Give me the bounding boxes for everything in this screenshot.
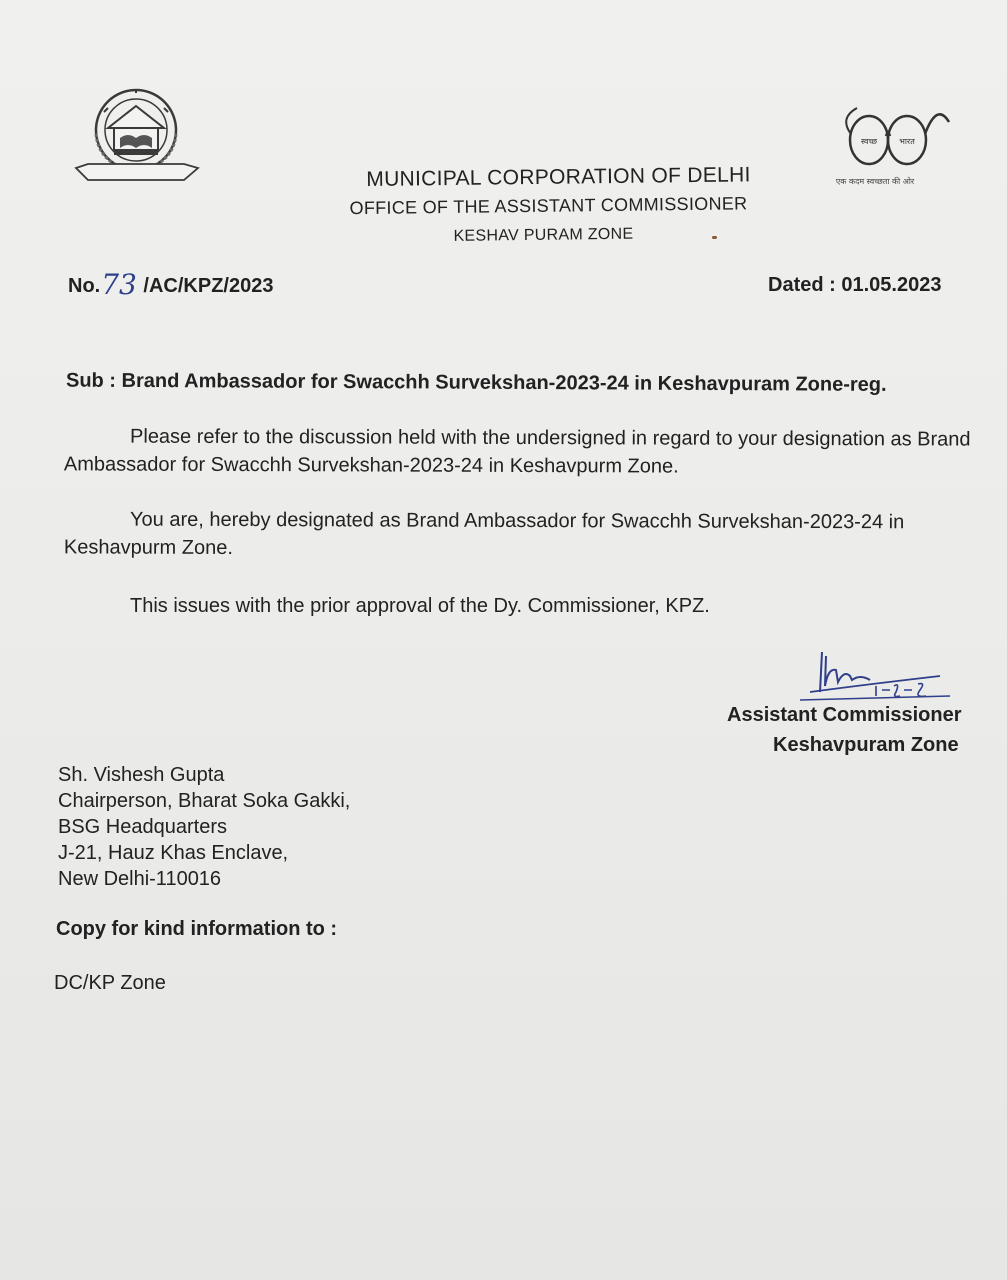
copy-heading: Copy for kind information to : (56, 918, 338, 940)
copy-recipient: DC/KP Zone (54, 972, 166, 994)
addressee-line: New Delhi-110016 (58, 868, 222, 890)
svg-text:एक कदम स्वच्छता की ओर: एक कदम स्वच्छता की ओर (835, 177, 915, 186)
paragraph-text: You are, hereby designated as Brand Ambassador for Swacchh Survekshan-2023-24 in Keshavpurm Zone. (63, 508, 905, 559)
reference-prefix: No. (68, 275, 101, 297)
reference-number (68, 266, 273, 299)
addressee-line: Sh. Vishesh Gupta (58, 764, 225, 786)
office-heading: OFFICE OF THE ASSISTANT COMMISSIONER (349, 193, 748, 219)
mcd-emblem-logo (74, 84, 202, 184)
svg-text:भारत: भारत (899, 137, 915, 146)
svg-text:स्वच्छ: स्वच्छ (860, 137, 878, 146)
org-name-heading: MUNICIPAL CORPORATION OF DELHI (366, 163, 751, 192)
body-paragraph (64, 422, 986, 481)
addressee-line: Chairperson, Bharat Soka Gakki, (58, 790, 351, 812)
handwritten-signature (790, 646, 950, 706)
body-paragraph (64, 505, 986, 564)
addressee-line: BSG Headquarters (58, 816, 227, 838)
signatory-title: Assistant Commissioner (727, 704, 962, 726)
signatory-zone: Keshavpuram Zone (773, 734, 959, 756)
paragraph-text: This issues with the prior approval of the Dy. Commissioner, KPZ. (130, 595, 710, 617)
addressee-line: J-21, Hauz Khas Enclave, (58, 842, 289, 864)
subject-line: Sub : Brand Ambassador for Swacchh Survekshan-2023-24 in Keshavpuram Zone-reg. (65, 369, 887, 396)
ink-speck (712, 236, 717, 239)
letter-date: Dated : 01.05.2023 (768, 274, 942, 296)
addressee-block (58, 762, 350, 892)
zone-heading: KESHAV PURAM ZONE (453, 225, 634, 245)
paragraph-text: Please refer to the discussion held with the undersigned in regard to your designation as Brand Ambassador for Swacchh Survekshan-2023-24 in Keshavpurm Zone. (63, 425, 971, 478)
reference-handwritten-number: 73 (101, 268, 137, 301)
body-paragraph (64, 592, 986, 620)
reference-suffix: /AC/KPZ/2023 (137, 275, 274, 297)
